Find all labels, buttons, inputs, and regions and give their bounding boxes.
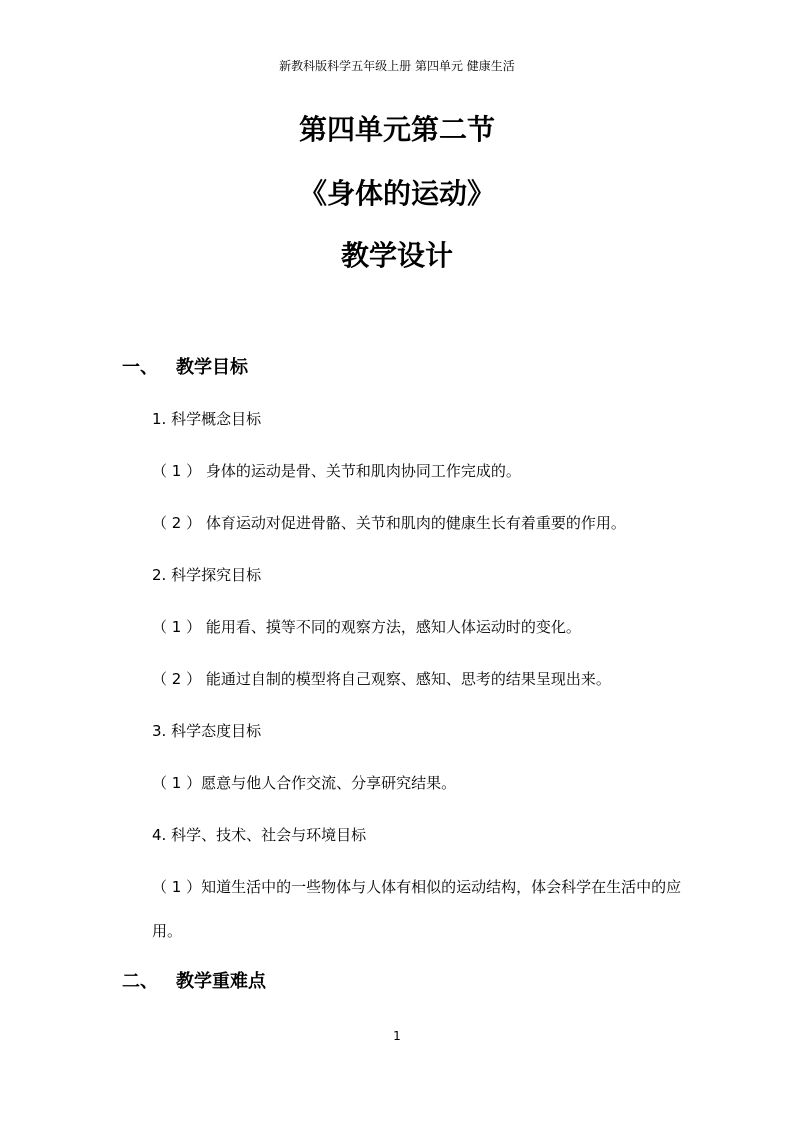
title-lesson: 《身体的运动》 [298, 177, 495, 210]
title-unit: 第四单元第二节 [298, 113, 495, 146]
section-heading-objectives [122, 356, 248, 380]
section-number: 一、 [122, 357, 158, 378]
section-title: 教学目标 [176, 357, 248, 378]
goal-sts-heading: 4. 科学、技术、社会与环境目标 [152, 826, 367, 844]
goal-sts-item-1: （ 1 ）知道生活中的一些物体与人体有相似的运动结构，体会科学在生活中的应用。 [152, 878, 682, 940]
section-number: 二、 [122, 971, 158, 992]
goal-concept-heading: 1. 科学概念目标 [152, 410, 262, 428]
goal-inquiry-item-2: （ 2 ） 能通过自制的模型将自己观察、感知、思考的结果呈现出来。 [152, 670, 611, 688]
section-title: 教学重难点 [176, 971, 266, 992]
goal-attitude-heading: 3. 科学态度目标 [152, 722, 262, 740]
section-heading-key-points [122, 970, 266, 994]
goal-concept-item-2: （ 2 ） 体育运动对促进骨骼、关节和肌肉的健康生长有着重要的作用。 [152, 514, 626, 532]
goal-inquiry-item-1: （ 1 ） 能用看、摸等不同的观察方法，感知人体运动时的变化。 [152, 618, 581, 636]
goal-inquiry-heading: 2. 科学探究目标 [152, 566, 262, 584]
page-header: 新教科版科学五年级上册 第四单元 健康生活 [279, 59, 515, 73]
title-doc-type: 教学设计 [340, 239, 453, 272]
goal-concept-item-1: （ 1 ） 身体的运动是骨、关节和肌肉协同工作完成的。 [152, 462, 521, 480]
page-number: 1 [393, 1029, 401, 1043]
goal-attitude-item-1: （ 1 ）愿意与他人合作交流、分享研究结果。 [152, 774, 457, 792]
